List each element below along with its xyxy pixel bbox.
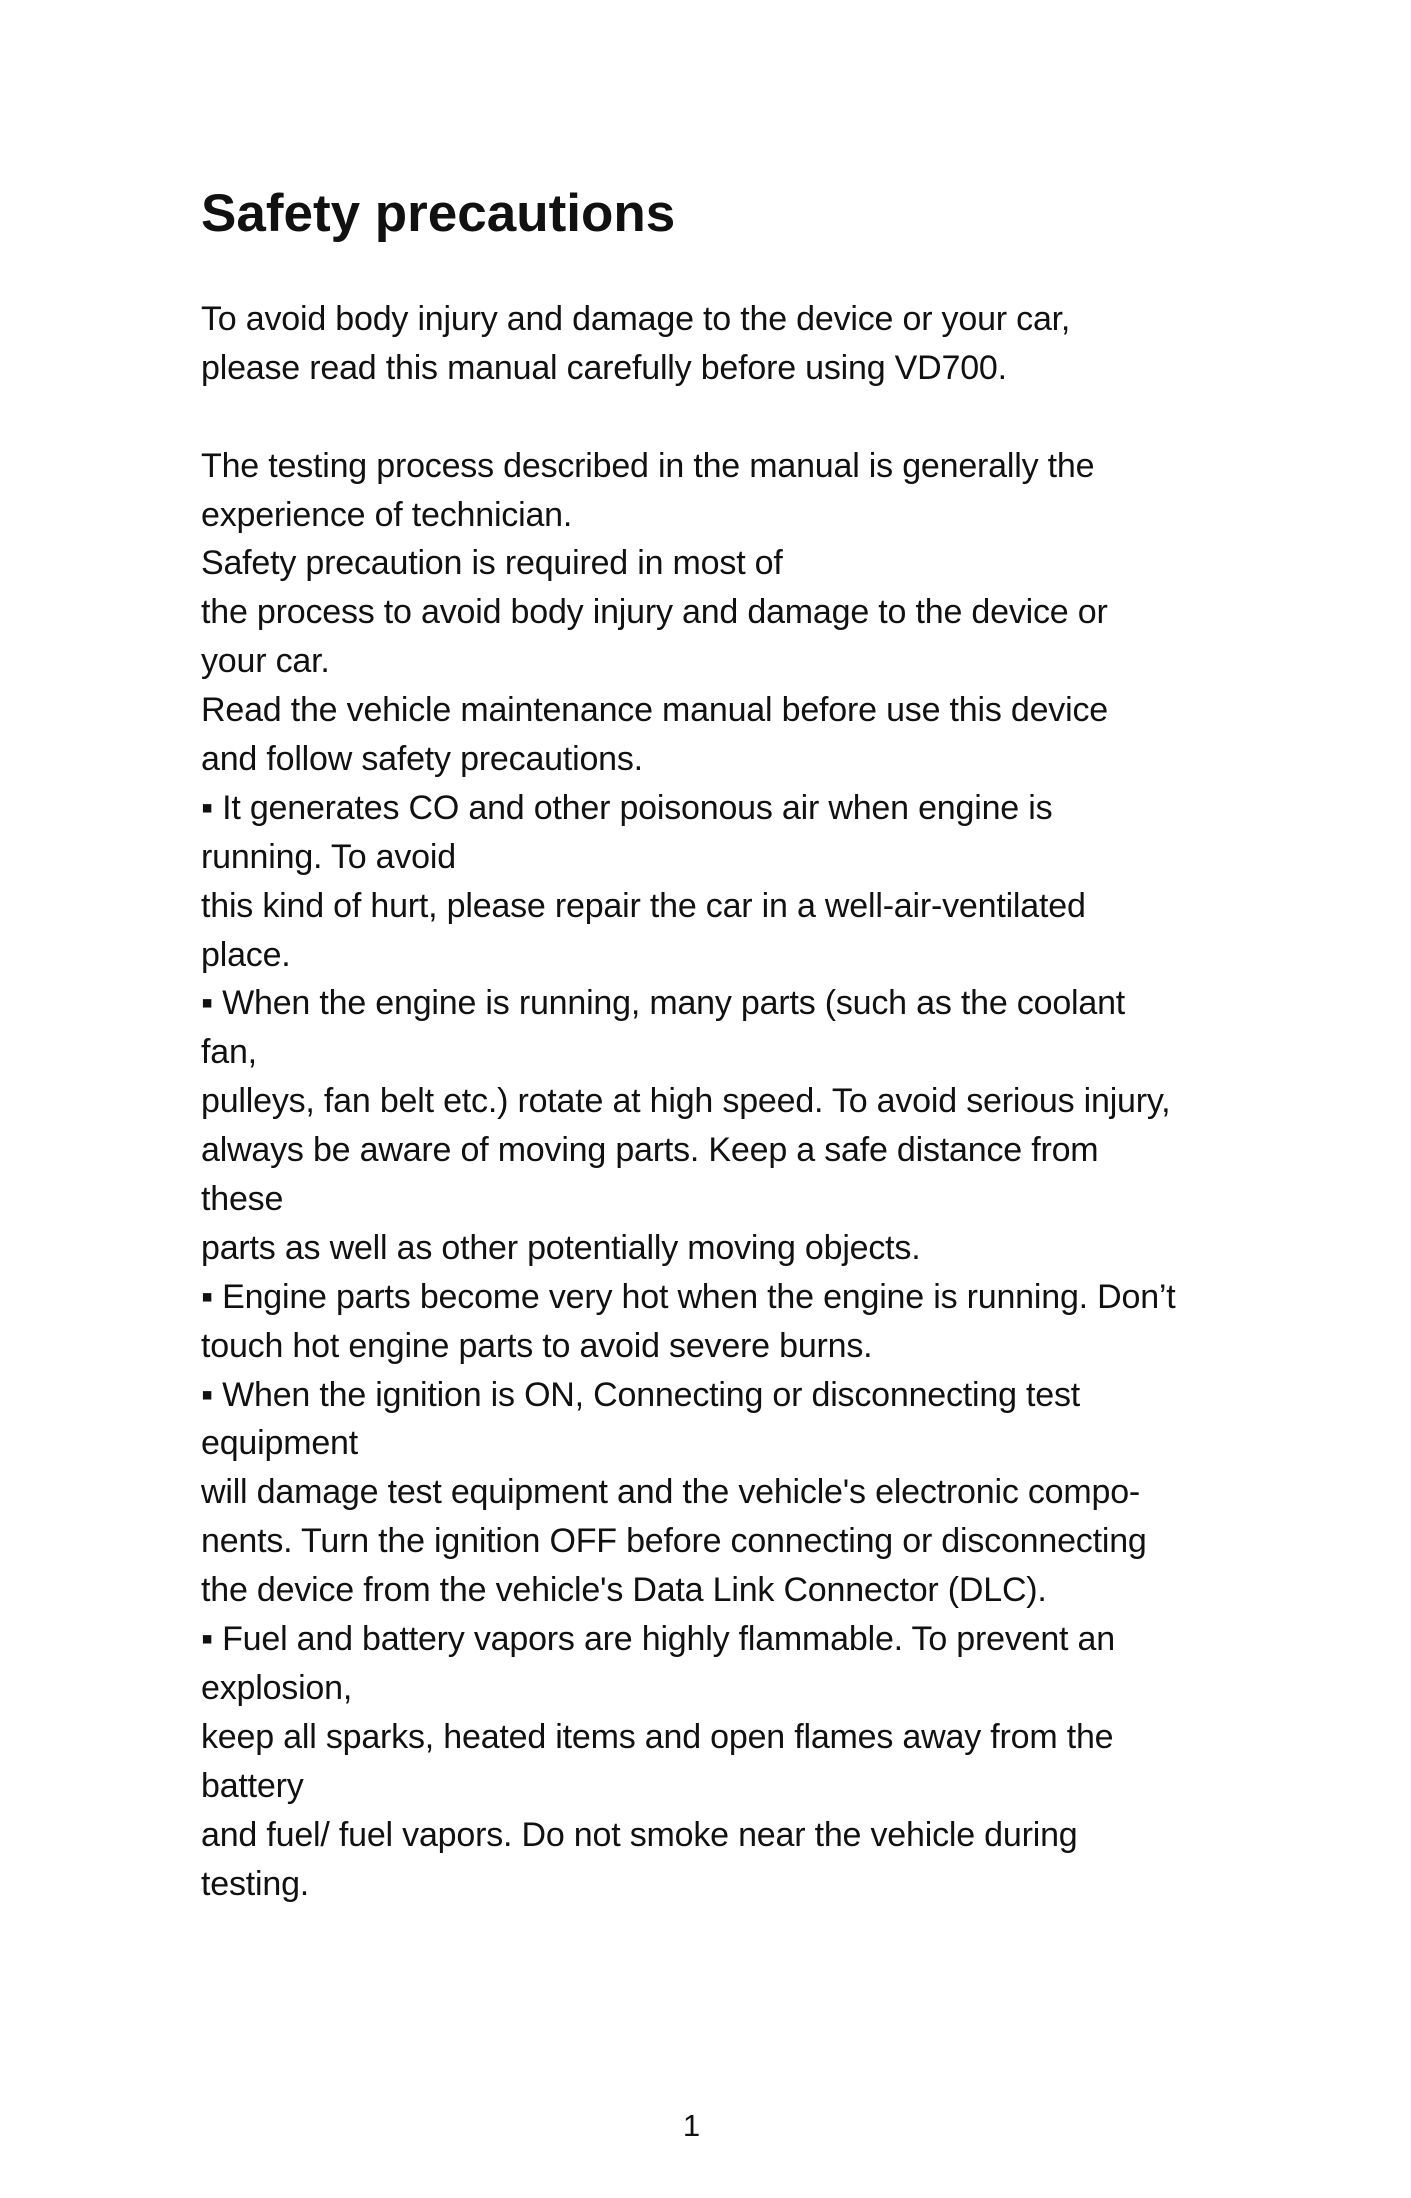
text-line: and fuel/ fuel vapors. Do not smoke near the vehicle during	[201, 1815, 1078, 1854]
bullet-line: ▪ It generates CO and other poisonous air when engine is	[201, 788, 1053, 827]
text-line: running. To avoid	[201, 837, 456, 876]
text-line: pulleys, fan belt etc.) rotate at high speed. To avoid serious injury,	[201, 1082, 1171, 1121]
text-line: the device from the vehicle's Data Link Connector (DLC).	[201, 1571, 1047, 1610]
text-line: Safety precaution is required in most of	[201, 544, 783, 583]
text-line: always be aware of moving parts. Keep a safe distance from	[201, 1131, 1099, 1170]
text-line: please read this manual carefully before using VD700.	[201, 348, 1007, 387]
text-line: nents. Turn the ignition OFF before connecting or disconnecting	[201, 1522, 1147, 1561]
text-line: To avoid body injury and damage to the device or your car,	[201, 300, 1071, 338]
text-line: explosion,	[201, 1668, 353, 1707]
paragraph-gap	[201, 393, 1261, 442]
text-line: your car.	[201, 642, 330, 681]
text-line: parts as well as other potentially moving objects.	[201, 1228, 921, 1267]
bullet-line: ▪ Fuel and battery vapors are highly flammable. To prevent an	[201, 1620, 1115, 1659]
text-line: fan,	[201, 1033, 257, 1072]
text-line: The testing process described in the manual is generally the	[201, 446, 1095, 485]
text-line: this kind of hurt, please repair the car in a well-air-ventilated	[201, 886, 1086, 925]
text-line: battery	[201, 1766, 304, 1805]
text-line: the process to avoid body injury and damage to the device or	[201, 593, 1108, 632]
bullet-line: ▪ Engine parts become very hot when the engine is running. Don’t	[201, 1277, 1176, 1316]
text-line: experience of technician.	[201, 495, 573, 534]
text-line: will damage test equipment and the vehicle's electronic compo-	[201, 1473, 1141, 1512]
page-number: 1	[682, 2108, 701, 2143]
body-text	[201, 295, 1261, 1908]
text-line: equipment	[201, 1424, 358, 1463]
text-line: touch hot engine parts to avoid severe burns.	[201, 1326, 873, 1365]
text-line: these	[201, 1180, 284, 1219]
text-line: keep all sparks, heated items and open flames away from the	[201, 1717, 1114, 1756]
text-line: testing.	[201, 1864, 310, 1903]
bullet-line: ▪ When the engine is running, many parts (such as the coolant	[201, 984, 1126, 1023]
text-line: Read the vehicle maintenance manual before use this device	[201, 691, 1108, 730]
text-line: and follow safety precautions.	[201, 740, 643, 779]
text-line: place.	[201, 935, 291, 974]
bullet-line: ▪ When the ignition is ON, Connecting or disconnecting test	[201, 1375, 1081, 1414]
page-title: Safety precautions	[201, 184, 676, 243]
